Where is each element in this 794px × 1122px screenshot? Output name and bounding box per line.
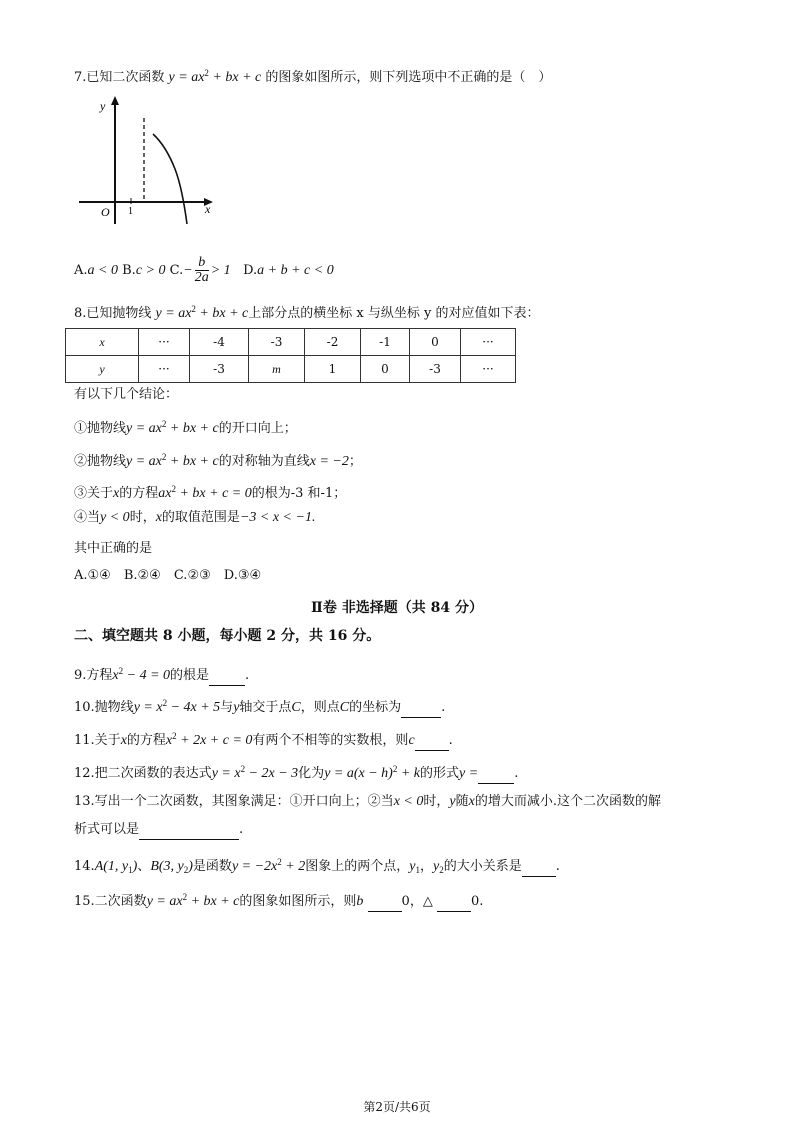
q8-conclusion-4 xyxy=(74,509,315,527)
conclusion-formula: x = −2 xyxy=(309,454,349,469)
question-text: . xyxy=(555,859,560,874)
question-text: . xyxy=(239,822,244,837)
q8-options: A.①④ B.②④ C.②③ D.③④ xyxy=(74,568,262,583)
q12 xyxy=(74,760,518,784)
question-text: 的大小关系是 xyxy=(443,859,522,874)
question-text: 的根是 xyxy=(170,668,210,683)
q8-stem-suffix: 上部分点的横坐标 x 与纵坐标 y 的对应值如下表： xyxy=(248,306,540,321)
question-text: 是函数 xyxy=(192,859,232,874)
q7-option-c-tail: > 1 xyxy=(210,263,231,278)
question-text: 与 xyxy=(220,700,234,715)
q8-ask: 其中正确的是 xyxy=(74,541,153,556)
section-title: Ⅱ卷 非选择题（共 84 分） xyxy=(311,600,483,616)
tick-label-1: 1 xyxy=(128,206,133,217)
question-formula: $y_2$ xyxy=(432,859,444,875)
question-text: 的方程 xyxy=(126,733,166,748)
question-formula: $x^2 - 4 = 0$ xyxy=(112,666,171,683)
question-text: 、 xyxy=(137,859,151,874)
answer-blank[interactable] xyxy=(209,667,245,686)
q8-intro: 有以下几个结论： xyxy=(74,387,179,402)
question-formula: x < 0 xyxy=(393,794,424,809)
conclusion-formula: y < 0 xyxy=(100,510,130,525)
question-text: 15.二次函数 xyxy=(74,894,147,909)
question-text: 化为 xyxy=(298,766,325,781)
fraction-numerator: b xyxy=(195,256,209,271)
y-axis-label: y xyxy=(100,99,106,113)
q7-stem-prefix: 7.已知二次函数 xyxy=(74,70,165,85)
question-formula: y xyxy=(449,794,456,809)
question-formula: C xyxy=(339,700,350,715)
table-row xyxy=(66,329,516,356)
answer-blank[interactable] xyxy=(401,699,441,718)
question-text: . xyxy=(441,700,446,715)
question-text: 的坐标为 xyxy=(349,700,402,715)
point-b: B(3, $y_2$) xyxy=(150,859,193,875)
q7-options xyxy=(74,256,334,285)
table-cell: m xyxy=(249,356,305,383)
question-text: 析式可以是 xyxy=(74,822,140,837)
question-formula: $y_1$ xyxy=(409,859,420,875)
question-text: 的增大而减小.这个二次函数的解 xyxy=(474,794,661,809)
question-formula: c xyxy=(408,733,415,748)
table-cell: ··· xyxy=(461,356,516,383)
table-row xyxy=(66,356,516,383)
q8-function-formula: $y = ax^2$ + bx + c xyxy=(155,304,249,321)
q8-stem xyxy=(74,300,539,323)
q15 xyxy=(74,888,483,912)
table-cell: ··· xyxy=(139,329,190,356)
answer-blank[interactable] xyxy=(478,765,514,784)
question-text: 11.关于 xyxy=(74,733,121,748)
page-footer: 第2页/共6页 xyxy=(363,1100,431,1114)
table-cell: 0 xyxy=(361,356,410,383)
conclusion-formula: $ax^2$ + bx + c = 0 xyxy=(158,484,252,501)
answer-blank[interactable] xyxy=(139,821,239,840)
question-formula: $y = a(x - h)^2 + k$ xyxy=(324,764,421,781)
conclusion-text: 的开口向上； xyxy=(218,421,297,436)
q8-conclusion-2 xyxy=(74,448,362,471)
question-text: . xyxy=(448,733,453,748)
q9 xyxy=(74,662,249,686)
question-text: 时， xyxy=(423,794,450,809)
q7-option-c-fraction xyxy=(195,256,209,285)
question-text: 0. xyxy=(470,894,484,909)
q7-stem xyxy=(74,64,551,87)
q14 xyxy=(74,853,560,879)
answer-blank[interactable] xyxy=(415,732,449,751)
conclusion-text: ④当 xyxy=(74,510,101,525)
q10 xyxy=(74,694,445,718)
conclusion-formula: −3 < x < −1. xyxy=(239,510,316,525)
point-a: A(1, $y_1$) xyxy=(94,859,138,875)
table-cell: x xyxy=(66,329,139,356)
question-text: 图象上的两个点， xyxy=(305,859,410,874)
question-formula: y = xyxy=(459,766,479,781)
conclusion-text: 的根为-3 和-1； xyxy=(251,486,347,501)
answer-blank[interactable] xyxy=(368,893,402,912)
table-cell: 1 xyxy=(305,356,361,383)
conclusion-text: 时， xyxy=(129,510,156,525)
conclusion-text: 的取值范围是 xyxy=(161,510,240,525)
question-formula: $y = x^2 - 2x - 3$ xyxy=(211,764,299,781)
q8-value-table xyxy=(65,328,516,383)
question-text: 有两个不相等的实数根，则 xyxy=(252,733,409,748)
table-cell: -2 xyxy=(305,329,361,356)
answer-blank[interactable] xyxy=(522,858,556,877)
conclusion-formula: x xyxy=(155,510,162,525)
question-text: 10.抛物线 xyxy=(74,700,134,715)
conclusion-text: ①抛物线 xyxy=(74,421,127,436)
question-formula: C xyxy=(291,700,301,715)
question-text: 12.把二次函数的表达式 xyxy=(74,766,212,781)
question-text: 13.写出一个二次函数，其图象满足：①开口向上；②当 xyxy=(74,794,394,809)
question-text: 0， xyxy=(401,894,423,909)
q7-option-c-label: C. xyxy=(169,263,184,278)
q7-option-a-label: A. xyxy=(74,263,88,278)
origin-label: O xyxy=(101,205,110,219)
part-heading: 二、填空题共 8 小题，每小题 2 分，共 16 分。 xyxy=(74,628,381,644)
question-formula: x xyxy=(468,794,475,809)
question-text: 的形式 xyxy=(420,766,460,781)
question-formula: $y = ax^2$ + bx + c xyxy=(146,892,240,909)
conclusion-text: 的对称轴为直线 xyxy=(218,454,310,469)
conclusion-text: ； xyxy=(348,454,362,469)
table-cell: -1 xyxy=(361,329,410,356)
question-text: ，则点 xyxy=(300,700,340,715)
conclusion-text: 的方程 xyxy=(119,486,159,501)
q7-option-a-math: a < 0 xyxy=(87,263,118,278)
question-formula: $y = x^2 - 4x + 5$ xyxy=(133,698,221,715)
table-cell: ··· xyxy=(461,329,516,356)
q7-parabola-graph xyxy=(74,92,224,237)
q7-stem-suffix: 的图象如图所示，则下列选项中不正确的是（ ） xyxy=(265,70,552,85)
q7-function-formula: $y = ax^2$ + bx + c xyxy=(168,68,262,85)
q7-option-d-label: D. xyxy=(243,263,258,278)
conclusion-formula: $y = ax^2$ + bx + c xyxy=(126,419,219,436)
q13-line-2 xyxy=(74,821,243,840)
conclusion-text: ③关于 xyxy=(74,486,114,501)
q7-option-d-math: a + b + c < 0 xyxy=(257,263,334,278)
q7-option-b-math: c > 0 xyxy=(135,263,166,278)
q13-line-1 xyxy=(74,793,661,811)
delta-symbol: △ xyxy=(422,894,433,909)
conclusion-formula: $y = ax^2$ + bx + c xyxy=(126,452,219,469)
table-cell: y xyxy=(66,356,139,383)
table-cell: -3 xyxy=(410,356,461,383)
question-text: 随 xyxy=(455,794,469,809)
parabola-curve xyxy=(153,134,187,224)
question-text: ， xyxy=(419,859,433,874)
question-text: 9.方程 xyxy=(74,668,113,683)
question-formula: x xyxy=(120,733,127,748)
conclusion-text: ②抛物线 xyxy=(74,454,127,469)
question-text: 14. xyxy=(74,859,95,874)
q7-option-b-label: B. xyxy=(122,263,136,278)
question-text: . xyxy=(245,668,250,683)
q11 xyxy=(74,727,453,751)
answer-blank[interactable] xyxy=(437,893,471,912)
table-cell: ··· xyxy=(139,356,190,383)
q8-conclusion-1 xyxy=(74,415,297,438)
y-axis-arrow xyxy=(111,96,119,105)
table-cell: -3 xyxy=(190,356,249,383)
table-cell: -3 xyxy=(249,329,305,356)
table-cell: 0 xyxy=(410,329,461,356)
q8-conclusion-3 xyxy=(74,480,346,503)
question-formula: $x^2 + 2x + c = 0$ xyxy=(165,731,253,748)
question-formula: b xyxy=(356,894,364,909)
question-text: 的图象如图所示，则 xyxy=(239,894,357,909)
q8-stem-prefix: 8.已知抛物线 xyxy=(74,306,152,321)
fraction-denominator: 2a xyxy=(194,270,209,285)
question-text: 轴交于点 xyxy=(239,700,292,715)
conclusion-formula: x xyxy=(113,486,120,501)
q7-option-c-minus: − xyxy=(183,263,193,278)
x-axis-label: x xyxy=(205,202,211,216)
question-formula: y xyxy=(233,700,240,715)
question-formula: $y = -2x^2 + 2$ xyxy=(231,857,306,874)
table-cell: -4 xyxy=(190,329,249,356)
question-text: . xyxy=(514,766,519,781)
